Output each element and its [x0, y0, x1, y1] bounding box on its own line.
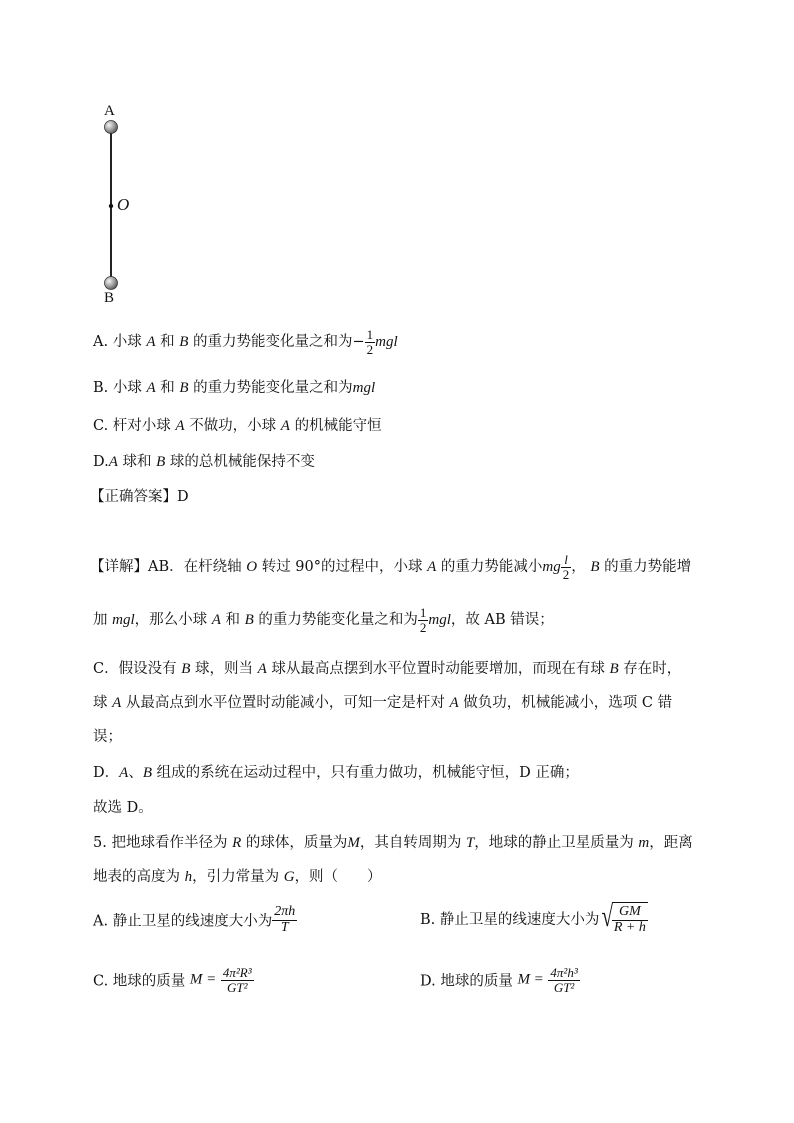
option-b: B. 小球 A 和 B 的重力势能变化量之和为mgl — [93, 380, 376, 396]
detail-c-line2: 球 A 从最高点到水平位置时动能减小，可知一定是杆对 A 做负功，机械能减小，选项 C 错 — [93, 695, 673, 711]
detail-d: D．A、B 组成的系统在运动过程中，只有重力做功，机械能守恒，D 正确； — [93, 765, 579, 781]
fraction-l-half: $\frac{l}{2}$ — [562, 552, 570, 582]
option-c: C. 杆对小球 A 不做功，小球 A 的机械能守恒 — [93, 418, 382, 434]
q5-option-b: B. 静止卫星的线速度大小为 √ $\frac{GM}{R + h}$ — [420, 900, 646, 935]
sqrt-gm-rh: √ $\frac{GM}{R + h}$ — [601, 900, 646, 935]
q5-option-c: C. 地球的质量 M = $\frac{\text{4π²R³}}{\text{GT²}}$ — [93, 965, 252, 995]
pivot-o — [109, 204, 113, 208]
label-b: B — [104, 290, 115, 306]
q5-option-d: D. 地球的质量 M = $\frac{\text{4π²h³}}{\text{GT²}}$ — [420, 965, 578, 995]
correct-answer: 【正确答案】D — [90, 489, 189, 505]
label-a: A — [104, 103, 115, 119]
detail-ab-line2: 加 mgl，那么小球 A 和 B 的重力势能变化量之和为 $\frac{1}{2}$ mgl，故 AB 错误； — [93, 605, 554, 635]
detail-ab-line1: 【详解】AB．在杆绕轴 O 转过 90°的过程中，小球 A 的重力势能减小mg $\frac{l}{2}$ ， B 的重力势能增 — [90, 552, 692, 582]
conclusion: 故选 D。 — [93, 800, 153, 816]
rod-figure — [95, 100, 155, 310]
q5-stem-line2: 地表的高度为 h，引力常量为 G，则（ ） — [93, 869, 382, 885]
q5-option-a: A. 静止卫星的线速度大小为 $\frac{2\pi h}{T}$ — [93, 904, 296, 935]
ball-a — [105, 121, 118, 134]
fraction-mass-h: $\frac{\text{4π²h³}}{\text{GT²}}$ — [550, 965, 578, 995]
detail-c-line3: 误； — [93, 729, 122, 745]
detail-c-line1: C．假设没有 B 球，则当 A 球从最高点摆到水平位置时动能要增加，而现在有球 B 存在时， — [93, 661, 682, 677]
fraction-half-2: $\frac{1}{2}$ — [419, 605, 427, 635]
fraction-mass-r: $\frac{\text{4π²R³}}{\text{GT²}}$ — [222, 965, 252, 995]
option-d: D.A 球和 B 球的总机械能保持不变 — [93, 454, 315, 470]
fraction-2pih-T: $\frac{2\pi h}{T}$ — [274, 904, 296, 935]
option-a: A. 小球 A 和 B 的重力势能变化量之和为− $\frac{1}{2}$ mgl — [93, 327, 398, 357]
ball-b — [105, 277, 118, 290]
fraction-half: $\frac{1}{2}$ — [366, 327, 374, 357]
q5-stem-line1: 5. 把地球看作半径为 R 的球体，质量为M，其自转周期为 T，地球的静止卫星质量为 m，距离 — [93, 835, 693, 851]
label-o: O — [117, 195, 130, 214]
